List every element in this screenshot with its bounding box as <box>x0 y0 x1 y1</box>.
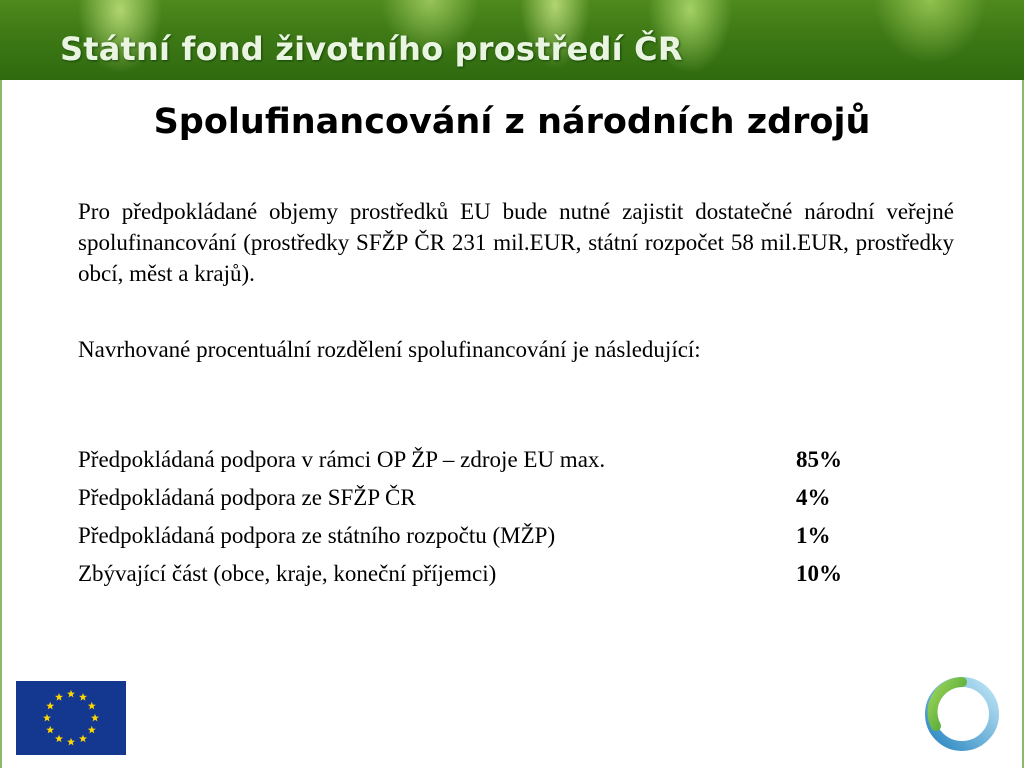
eu-star-icon <box>46 702 54 710</box>
eu-star-icon <box>79 693 87 701</box>
eu-stars-icon <box>16 681 126 755</box>
eu-star-icon <box>79 735 87 743</box>
distribution-intro: Navrhované procentuální rozdělení spolufinancování je následující: <box>78 337 701 362</box>
funding-row <box>78 444 878 482</box>
sfzp-logo-icon <box>922 674 1002 754</box>
funding-label: Zbývající část (obce, kraje, koneční příjemci) <box>78 561 497 586</box>
funding-percent: 1% <box>796 523 831 548</box>
intro-paragraph: Pro předpokládané objemy prostředků EU bude nutné zajistit dostatečné národní veřejné spolufinancování (prostředky SFŽP ČR 231 mil.EUR, státní rozpočet 58 mil.EUR, prostředky obcí, měst a krajů). <box>78 199 954 286</box>
funding-row <box>78 520 878 558</box>
eu-star-icon <box>55 735 63 743</box>
funding-percent: 10% <box>796 561 842 586</box>
eu-star-icon <box>55 693 63 701</box>
header-banner <box>0 0 1024 80</box>
eu-star-icon <box>88 702 96 710</box>
eu-star-icon <box>46 726 54 734</box>
funding-label: Předpokládaná podpora ze SFŽP ČR <box>78 485 416 510</box>
eu-flag-icon <box>16 681 126 755</box>
left-border <box>0 80 2 768</box>
eu-star-icon <box>91 714 99 722</box>
funding-label: Předpokládaná podpora ze státního rozpočtu (MŽP) <box>78 523 556 548</box>
funding-percent: 4% <box>796 485 831 510</box>
funding-percent: 85% <box>796 447 842 472</box>
eu-star-icon <box>88 726 96 734</box>
organization-title: Státní fond životního prostředí ČR <box>60 30 683 68</box>
slide-title: Spolufinancování z národních zdrojů <box>153 102 871 142</box>
eu-star-icon <box>67 690 75 698</box>
eu-star-icon <box>67 738 75 746</box>
funding-row <box>78 558 878 596</box>
funding-table <box>78 444 878 596</box>
funding-label: Předpokládaná podpora v rámci OP ŽP – zdroje EU max. <box>78 447 606 472</box>
funding-row <box>78 482 878 520</box>
eu-star-icon <box>43 714 51 722</box>
